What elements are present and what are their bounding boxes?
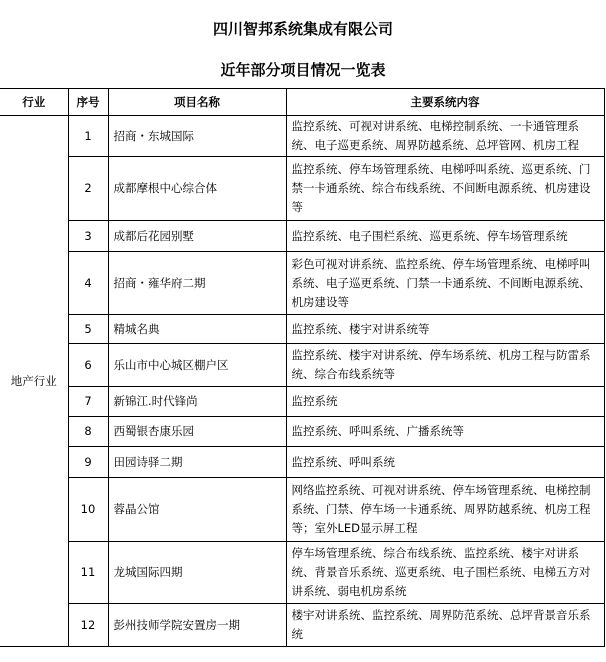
- systems-cell: 监控系统: [286, 387, 604, 417]
- seq-cell: 6: [68, 344, 108, 387]
- seq-cell: 8: [68, 417, 108, 447]
- industry-cell: 地产行业: [0, 116, 68, 647]
- seq-cell: 2: [68, 157, 108, 221]
- seq-cell: 5: [68, 315, 108, 344]
- systems-cell: 彩色可视对讲系统、监控系统、停车场管理系统、电梯呼叫系统、电子巡更系统、门禁一卡通系统、不间断电源系统、机房建设等: [286, 252, 604, 315]
- project-name-cell: 西蜀银杏康乐园: [108, 417, 286, 447]
- project-name-cell: 乐山市中心城区棚户区: [108, 344, 286, 387]
- company-title: 四川智邦系统集成有限公司: [212, 20, 393, 38]
- seq-cell: 3: [68, 221, 108, 252]
- project-name-cell: 成都摩根中心综合体: [108, 157, 286, 221]
- project-name-cell: 彭州技师学院安置房一期: [108, 604, 286, 647]
- systems-cell: 监控系统、可视对讲系统、电梯控制系统、一卡通管理系统、电子巡更系统、周界防越系统、总坪管网、机房工程: [286, 116, 604, 157]
- table-row: [0, 221, 604, 252]
- seq-cell: 9: [68, 447, 108, 478]
- table-row: [0, 344, 604, 387]
- project-name-cell: 成都后花园别墅: [108, 221, 286, 252]
- table-row: [0, 315, 604, 344]
- systems-cell: 监控系统、楼宇对讲系统等: [286, 315, 604, 344]
- header-industry: 行业: [0, 89, 68, 116]
- systems-cell: 监控系统、呼叫系统、广播系统等: [286, 417, 604, 447]
- systems-cell: 监控系统、停车场管理系统、电梯呼叫系统、巡更系统、门禁一卡通系统、综合布线系统、不间断电源系统、机房建设等: [286, 157, 604, 221]
- project-name-cell: 龙城国际四期: [108, 542, 286, 604]
- projects-table: [0, 88, 605, 647]
- seq-cell: 11: [68, 542, 108, 604]
- systems-cell: 监控系统、楼宇对讲系统、停车场系统、机房工程与防雷系统、综合布线系统等: [286, 344, 604, 387]
- seq-cell: 7: [68, 387, 108, 417]
- table-row: [0, 478, 604, 542]
- seq-cell: 12: [68, 604, 108, 647]
- header-systems: 主要系统内容: [286, 89, 604, 116]
- seq-cell: 1: [68, 116, 108, 157]
- table-row: [0, 252, 604, 315]
- seq-cell: 10: [68, 478, 108, 542]
- header-seq: 序号: [68, 89, 108, 116]
- table-row: [0, 116, 604, 157]
- table-row: [0, 604, 604, 647]
- project-name-cell: 招商・雍华府二期: [108, 252, 286, 315]
- table-row: [0, 157, 604, 221]
- systems-cell: 楼宇对讲系统、监控系统、周界防范系统、总坪背景音乐系统: [286, 604, 604, 647]
- project-name-cell: 新锦江.时代锋尚: [108, 387, 286, 417]
- table-row: [0, 417, 604, 447]
- systems-cell: 监控系统、电子围栏系统、巡更系统、停车场管理系统: [286, 221, 604, 252]
- table-subtitle: 近年部分项目情况一览表: [220, 61, 386, 79]
- systems-cell: 停车场管理系统、综合布线系统、监控系统、楼宇对讲系统、背景音乐系统、巡更系统、电子围栏系统、电梯五方对讲系统、弱电机房系统: [286, 542, 604, 604]
- project-name-cell: 田园诗驿二期: [108, 447, 286, 478]
- project-name-cell: 招商・东城国际: [108, 116, 286, 157]
- systems-cell: 监控系统、呼叫系统: [286, 447, 604, 478]
- header-row: [0, 89, 604, 116]
- seq-cell: 4: [68, 252, 108, 315]
- table-row: [0, 542, 604, 604]
- table-row: [0, 387, 604, 417]
- table-row: [0, 447, 604, 478]
- project-name-cell: 精城名典: [108, 315, 286, 344]
- systems-cell: 网络监控系统、可视对讲系统、停车场管理系统、电梯控制系统、门禁、停车场一卡通系统、周界防越系统、机房工程等；室外LED显示屏工程: [286, 478, 604, 542]
- project-name-cell: 蓉晶公馆: [108, 478, 286, 542]
- header-name: 项目名称: [108, 89, 286, 116]
